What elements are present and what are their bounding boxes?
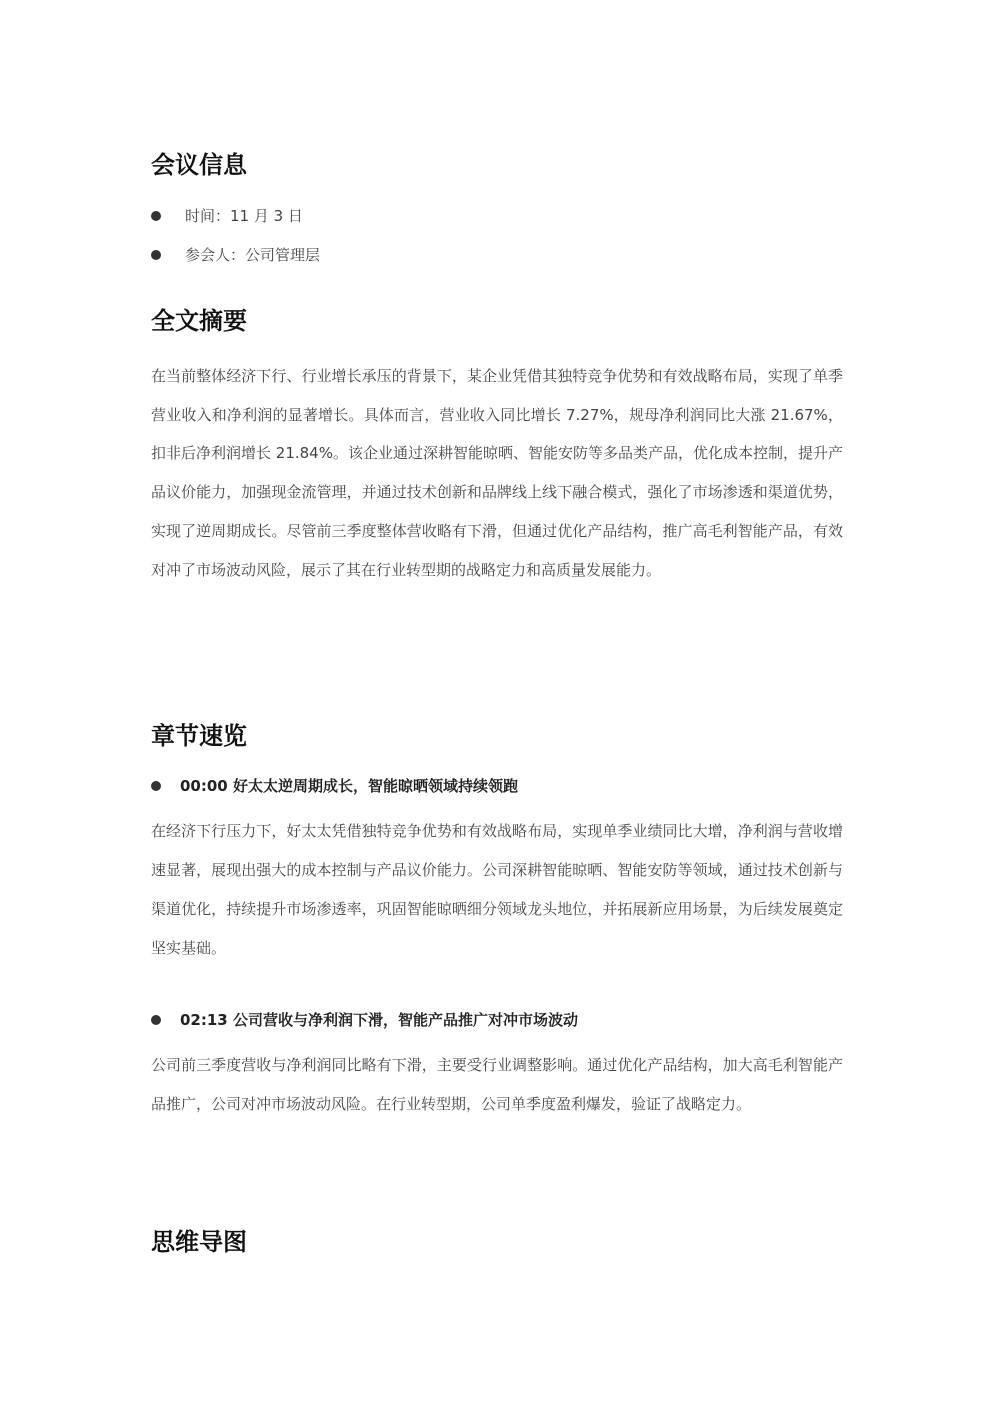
mind-map-title: 思维导图 [151, 1228, 247, 1256]
bullet-dot-icon [151, 211, 161, 221]
meeting-time-text: 时间：11 月 3 日 [185, 207, 303, 225]
bullet-dot-icon [151, 781, 161, 791]
chapter-body-1: 在经济下行压力下，好太太凭借独特竞争优势和有效战略布局，实现单季业绩同比大增，净利润与营收增速显著，展现出强大的成本控制与产品议价能力。公司深耕智能晾晒、智能安防等领域，通过技术创新与渠道优化，持续提升市场渗透率，巩固智能晾晒细分领域龙头地位，并拓展新应用场景，为后续发展奠定坚实基础。 [151, 822, 843, 957]
summary-paragraph: 在当前整体经济下行、行业增长承压的背景下，某企业凭借其独特竞争优势和有效战略布局，实现了单季营业收入和净利润的显著增长。具体而言，营业收入同比增长 7.27%，规母净利润同比大涨 21.67%，扣非后净利润增长 21.84%。该企业通过深耕智能晾晒、智能安防等多品类产品，优化成本控制，提升产品议价能力，加强现金流管理，并通过技术创新和品牌线上线下融合模式，强化了市场渗透和渠道优势，实现了逆周期成长。尽管前三季度整体营收略有下滑，但通过优化产品结构，推广高毛利智能产品，有效对冲了市场波动风险，展示了其在行业转型期的战略定力和高质量发展能力。 [151, 367, 843, 579]
meeting-info-title: 会议信息 [151, 151, 247, 179]
bullet-dot-icon [151, 250, 161, 260]
chapter-heading-1 [151, 774, 843, 798]
chapter-heading-text: 00:00 好太太逆周期成长，智能晾晒领域持续领跑 [180, 777, 518, 795]
meeting-time-item [151, 204, 843, 228]
chapter-body-2: 公司前三季度营收与净利润同比略有下滑，主要受行业调整影响。通过优化产品结构，加大高毛利智能产品推广，公司对冲市场波动风险。在行业转型期，公司单季度盈利爆发，验证了战略定力。 [151, 1056, 843, 1113]
chapter-heading-text: 02:13 公司营收与净利润下滑，智能产品推广对冲市场波动 [180, 1011, 578, 1029]
meeting-attendees-item [151, 243, 843, 267]
chapter-heading-2 [151, 1008, 843, 1032]
summary-title: 全文摘要 [151, 307, 247, 335]
bullet-dot-icon [151, 1015, 161, 1025]
meeting-attendees-text: 参会人：公司管理层 [185, 246, 321, 264]
chapters-title: 章节速览 [151, 722, 247, 750]
